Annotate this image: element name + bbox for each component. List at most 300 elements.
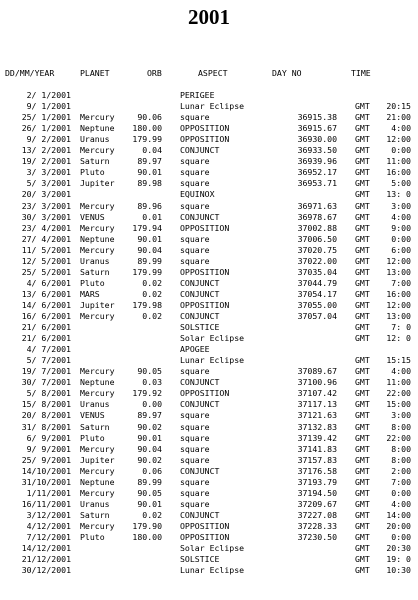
aspect-cell: OPPOSITION <box>180 123 230 134</box>
date-cell: 9/ 9/2001 <box>26 443 71 454</box>
table-row <box>0 344 418 355</box>
aspect-cell: square <box>180 156 210 167</box>
planet-cell: Mercury <box>80 465 115 476</box>
orb-cell: 89.99 <box>137 255 162 266</box>
orb-cell: 179.99 <box>132 266 162 277</box>
table-row <box>0 499 418 510</box>
planet-cell: Mercury <box>80 443 115 454</box>
date-cell: 19/ 2/2001 <box>21 156 71 167</box>
time-cell: 8:00 <box>391 443 411 454</box>
time-cell: 13:00 <box>386 266 411 277</box>
header-aspect: ASPECT <box>198 68 228 78</box>
gmt-cell: GMT <box>355 255 370 266</box>
aspect-cell: square <box>180 410 210 421</box>
time-cell: 4:00 <box>391 366 411 377</box>
orb-cell: 0.02 <box>142 277 162 288</box>
header-day-no: DAY NO <box>272 68 302 78</box>
planet-cell: Saturn <box>80 421 110 432</box>
time-cell: 8:00 <box>391 454 411 465</box>
time-cell: 0:00 <box>391 487 411 498</box>
date-cell: 13/ 2/2001 <box>21 145 71 156</box>
date-cell: 25/ 9/2001 <box>21 454 71 465</box>
gmt-cell: GMT <box>355 532 370 542</box>
date-cell: 12/ 5/2001 <box>21 255 71 266</box>
date-cell: 7/12/2001 <box>26 532 71 542</box>
table-row <box>0 422 418 433</box>
aspect-cell: OPPOSITION <box>180 388 230 399</box>
date-cell: 6/ 9/2001 <box>26 432 71 443</box>
table-row <box>0 455 418 466</box>
gmt-cell: GMT <box>355 244 370 255</box>
day-no-cell: 37228.33 <box>297 520 337 531</box>
orb-cell: 0.04 <box>142 145 162 156</box>
day-no-cell: 37044.79 <box>297 277 337 288</box>
day-no-cell: 37057.04 <box>297 311 337 321</box>
day-no-cell: 37194.50 <box>297 487 337 498</box>
orb-cell: 0.02 <box>142 311 162 321</box>
planet-cell: Mercury <box>80 520 115 531</box>
gmt-cell: GMT <box>355 167 370 178</box>
table-row <box>0 178 418 189</box>
planet-cell: Mercury <box>80 222 115 233</box>
planet-cell: Neptune <box>80 233 115 244</box>
planet-cell: MARS <box>80 288 100 299</box>
time-cell: 21:00 <box>386 112 411 123</box>
table-row <box>0 300 418 311</box>
aspect-cell: APOGEE <box>180 344 210 355</box>
aspect-cell: Lunar Eclipse <box>180 565 245 576</box>
date-cell: 14/ 6/2001 <box>21 299 71 310</box>
orb-cell: 89.97 <box>137 410 162 421</box>
aspect-cell: Solar Eclipse <box>180 543 245 554</box>
date-cell: 21/ 6/2001 <box>21 322 71 333</box>
day-no-cell: 36952.17 <box>297 167 337 178</box>
aspect-cell: square <box>180 432 210 443</box>
time-cell: 19: 0 <box>386 554 411 565</box>
date-cell: 26/ 1/2001 <box>21 123 71 134</box>
aspect-cell: OPPOSITION <box>180 266 230 277</box>
date-cell: 4/ 6/2001 <box>26 277 71 288</box>
date-cell: 4/ 7/2001 <box>26 344 71 355</box>
table-row <box>0 466 418 477</box>
table-row <box>0 410 418 421</box>
gmt-cell: GMT <box>355 112 370 123</box>
time-cell: 12:00 <box>386 299 411 310</box>
planet-cell: Saturn <box>80 266 110 277</box>
time-cell: 0:00 <box>391 233 411 244</box>
day-no-cell: 37132.83 <box>297 421 337 432</box>
time-cell: 9:00 <box>391 222 411 233</box>
day-no-cell: 37227.08 <box>297 509 337 520</box>
aspect-cell: square <box>180 112 210 123</box>
time-cell: 0:00 <box>391 532 411 542</box>
table-row <box>0 256 418 267</box>
aspect-cell: Solar Eclipse <box>180 333 245 344</box>
day-no-cell: 37054.17 <box>297 288 337 299</box>
time-cell: 7:00 <box>391 476 411 487</box>
aspect-cell: square <box>180 244 210 255</box>
time-cell: 15:15 <box>386 355 411 366</box>
table-row <box>0 189 418 200</box>
gmt-cell: GMT <box>355 156 370 167</box>
time-cell: 7:00 <box>391 277 411 288</box>
planet-cell: Jupiter <box>80 454 115 465</box>
table-row <box>0 278 418 289</box>
table-header <box>0 68 418 79</box>
planet-cell: Mercury <box>80 112 115 123</box>
aspect-cell: square <box>180 487 210 498</box>
planet-cell: Mercury <box>80 388 115 399</box>
gmt-cell: GMT <box>355 333 370 344</box>
gmt-cell: GMT <box>355 145 370 156</box>
planet-cell: Pluto <box>80 167 105 178</box>
table-row <box>0 167 418 178</box>
orb-cell: 89.97 <box>137 156 162 167</box>
day-no-cell: 36971.63 <box>297 200 337 211</box>
aspect-cell: square <box>180 200 210 211</box>
aspect-cell: square <box>180 255 210 266</box>
aspect-cell: square <box>180 476 210 487</box>
gmt-cell: GMT <box>355 101 370 112</box>
gmt-cell: GMT <box>355 123 370 134</box>
time-cell: 5:00 <box>391 178 411 189</box>
planet-cell: Pluto <box>80 432 105 443</box>
day-no-cell: 37002.88 <box>297 222 337 233</box>
header-time: TIME <box>351 68 371 78</box>
time-cell: 12:00 <box>386 255 411 266</box>
time-cell: 3:00 <box>391 200 411 211</box>
time-cell: 10:30 <box>386 565 411 576</box>
day-no-cell: 37035.04 <box>297 266 337 277</box>
date-cell: 9/ 1/2001 <box>26 101 71 112</box>
gmt-cell: GMT <box>355 465 370 476</box>
date-cell: 27/ 4/2001 <box>21 233 71 244</box>
table-row <box>0 112 418 123</box>
day-no-cell: 37100.96 <box>297 377 337 388</box>
aspect-cell: Lunar Eclipse <box>180 101 245 112</box>
planet-cell: Neptune <box>80 123 115 134</box>
date-cell: 9/ 2/2001 <box>26 134 71 145</box>
planet-cell: Jupiter <box>80 299 115 310</box>
orb-cell: 90.04 <box>137 443 162 454</box>
gmt-cell: GMT <box>355 443 370 454</box>
time-cell: 15:00 <box>386 399 411 410</box>
aspect-cell: square <box>180 178 210 189</box>
table-row <box>0 234 418 245</box>
orb-cell: 90.01 <box>137 432 162 443</box>
date-cell: 31/10/2001 <box>21 476 71 487</box>
date-cell: 20/ 3/2001 <box>21 189 71 200</box>
table-row <box>0 510 418 521</box>
table-row <box>0 532 418 543</box>
gmt-cell: GMT <box>355 266 370 277</box>
orb-cell: 0.00 <box>142 399 162 410</box>
date-cell: 21/ 6/2001 <box>21 333 71 344</box>
gmt-cell: GMT <box>355 134 370 145</box>
date-cell: 13/ 6/2001 <box>21 288 71 299</box>
planet-cell: Saturn <box>80 509 110 520</box>
day-no-cell: 37121.63 <box>297 410 337 421</box>
table-row <box>0 477 418 488</box>
orb-cell: 179.90 <box>132 520 162 531</box>
gmt-cell: GMT <box>355 388 370 399</box>
day-no-cell: 37193.79 <box>297 476 337 487</box>
time-cell: 2:00 <box>391 465 411 476</box>
day-no-cell: 37020.75 <box>297 244 337 255</box>
day-no-cell: 36953.71 <box>297 178 337 189</box>
table-row <box>0 212 418 223</box>
gmt-cell: GMT <box>355 277 370 288</box>
orb-cell: 90.01 <box>137 167 162 178</box>
day-no-cell: 36915.38 <box>297 112 337 123</box>
time-cell: 22:00 <box>386 432 411 443</box>
aspect-cell: SOLSTICE <box>180 322 220 333</box>
table-row <box>0 388 418 399</box>
planet-cell: VENUS <box>80 410 105 421</box>
planet-cell: Mercury <box>80 487 115 498</box>
day-no-cell: 37107.42 <box>297 388 337 399</box>
date-cell: 16/11/2001 <box>21 498 71 509</box>
orb-cell: 90.02 <box>137 454 162 465</box>
aspect-cell: square <box>180 167 210 178</box>
table-row <box>0 399 418 410</box>
time-cell: 4:00 <box>391 498 411 509</box>
gmt-cell: GMT <box>355 509 370 520</box>
orb-cell: 179.94 <box>132 222 162 233</box>
date-cell: 30/12/2001 <box>21 565 71 576</box>
day-no-cell: 37157.83 <box>297 454 337 465</box>
header-planet: PLANET <box>80 68 110 78</box>
gmt-cell: GMT <box>355 565 370 576</box>
aspect-cell: OPPOSITION <box>180 532 230 542</box>
date-cell: 4/12/2001 <box>26 520 71 531</box>
date-cell: 16/ 6/2001 <box>21 311 71 321</box>
orb-cell: 90.04 <box>137 244 162 255</box>
gmt-cell: GMT <box>355 377 370 388</box>
day-no-cell: 37209.67 <box>297 498 337 509</box>
date-cell: 14/12/2001 <box>21 543 71 554</box>
gmt-cell: GMT <box>355 399 370 410</box>
date-cell: 19/ 7/2001 <box>21 366 71 377</box>
day-no-cell: 37055.00 <box>297 299 337 310</box>
aspect-cell: CONJUNCT <box>180 509 220 520</box>
planet-cell: Pluto <box>80 277 105 288</box>
aspect-cell: square <box>180 233 210 244</box>
date-cell: 23/ 4/2001 <box>21 222 71 233</box>
date-cell: 20/ 8/2001 <box>21 410 71 421</box>
gmt-cell: GMT <box>355 322 370 333</box>
day-no-cell: 36930.00 <box>297 134 337 145</box>
aspect-cell: CONJUNCT <box>180 399 220 410</box>
time-cell: 16:00 <box>386 288 411 299</box>
header-orb: ORB <box>147 68 162 78</box>
day-no-cell: 37176.58 <box>297 465 337 476</box>
gmt-cell: GMT <box>355 520 370 531</box>
aspect-cell: CONJUNCT <box>180 211 220 222</box>
date-cell: 31/ 8/2001 <box>21 421 71 432</box>
planet-cell: VENUS <box>80 211 105 222</box>
gmt-cell: GMT <box>355 189 370 200</box>
date-cell: 3/ 3/2001 <box>26 167 71 178</box>
aspect-cell: OPPOSITION <box>180 222 230 233</box>
planet-cell: Pluto <box>80 532 105 542</box>
time-cell: 13: 0 <box>386 189 411 200</box>
time-cell: 11:00 <box>386 377 411 388</box>
header-date: DD/MM/YEAR <box>5 68 55 78</box>
orb-cell: 89.99 <box>137 476 162 487</box>
orb-cell: 179.99 <box>132 134 162 145</box>
day-no-cell: 36978.67 <box>297 211 337 222</box>
table-row <box>0 156 418 167</box>
table-row <box>0 267 418 278</box>
orb-cell: 90.02 <box>137 421 162 432</box>
date-cell: 30/ 3/2001 <box>21 211 71 222</box>
planet-cell: Mercury <box>80 244 115 255</box>
date-cell: 5/ 7/2001 <box>26 355 71 366</box>
gmt-cell: GMT <box>355 498 370 509</box>
orb-cell: 90.01 <box>137 233 162 244</box>
day-no-cell: 36915.67 <box>297 123 337 134</box>
orb-cell: 180.00 <box>132 532 162 542</box>
table-row <box>0 433 418 444</box>
table-row <box>0 554 418 565</box>
time-cell: 4:00 <box>391 211 411 222</box>
planet-cell: Neptune <box>80 476 115 487</box>
date-cell: 14/10/2001 <box>21 465 71 476</box>
day-no-cell: 37089.67 <box>297 366 337 377</box>
aspect-cell: CONJUNCT <box>180 311 220 321</box>
planet-cell: Uranus <box>80 498 110 509</box>
orb-cell: 90.01 <box>137 498 162 509</box>
table-row <box>0 521 418 532</box>
planet-cell: Mercury <box>80 145 115 156</box>
day-no-cell: 36933.50 <box>297 145 337 156</box>
date-cell: 21/12/2001 <box>21 554 71 565</box>
date-cell: 5/ 3/2001 <box>26 178 71 189</box>
aspect-cell: SOLSTICE <box>180 554 220 565</box>
time-cell: 20:30 <box>386 543 411 554</box>
gmt-cell: GMT <box>355 288 370 299</box>
time-cell: 13:00 <box>386 311 411 321</box>
aspect-cell: CONJUNCT <box>180 465 220 476</box>
time-cell: 0:00 <box>391 145 411 156</box>
orb-cell: 0.02 <box>142 288 162 299</box>
day-no-cell: 37006.50 <box>297 233 337 244</box>
day-no-cell: 37139.42 <box>297 432 337 443</box>
time-cell: 12: 0 <box>386 333 411 344</box>
aspect-cell: OPPOSITION <box>180 299 230 310</box>
table-row <box>0 355 418 366</box>
orb-cell: 90.05 <box>137 366 162 377</box>
table-row <box>0 366 418 377</box>
date-cell: 3/12/2001 <box>26 509 71 520</box>
table-row <box>0 543 418 554</box>
gmt-cell: GMT <box>355 543 370 554</box>
gmt-cell: GMT <box>355 432 370 443</box>
date-cell: 1/11/2001 <box>26 487 71 498</box>
date-cell: 30/ 7/2001 <box>21 377 71 388</box>
gmt-cell: GMT <box>355 178 370 189</box>
table-row <box>0 565 418 576</box>
orb-cell: 179.98 <box>132 299 162 310</box>
time-cell: 22:00 <box>386 388 411 399</box>
table-row <box>0 145 418 156</box>
gmt-cell: GMT <box>355 311 370 321</box>
planet-cell: Saturn <box>80 156 110 167</box>
date-cell: 11/ 5/2001 <box>21 244 71 255</box>
date-cell: 2/ 1/2001 <box>26 90 71 100</box>
table-row <box>0 311 418 322</box>
time-cell: 6:00 <box>391 244 411 255</box>
day-no-cell: 37141.83 <box>297 443 337 454</box>
table-row <box>0 101 418 112</box>
orb-cell: 90.05 <box>137 487 162 498</box>
day-no-cell: 37117.13 <box>297 399 337 410</box>
orb-cell: 180.00 <box>132 123 162 134</box>
planet-cell: Mercury <box>80 200 115 211</box>
time-cell: 20:00 <box>386 520 411 531</box>
orb-cell: 89.96 <box>137 200 162 211</box>
time-cell: 16:00 <box>386 167 411 178</box>
orb-cell: 90.06 <box>137 112 162 123</box>
orb-cell: 179.92 <box>132 388 162 399</box>
gmt-cell: GMT <box>355 299 370 310</box>
aspect-cell: square <box>180 443 210 454</box>
table-row <box>0 333 418 344</box>
table-row <box>0 223 418 234</box>
aspect-cell: OPPOSITION <box>180 134 230 145</box>
gmt-cell: GMT <box>355 200 370 211</box>
gmt-cell: GMT <box>355 222 370 233</box>
orb-cell: 0.01 <box>142 211 162 222</box>
gmt-cell: GMT <box>355 421 370 432</box>
planet-cell: Uranus <box>80 255 110 266</box>
aspect-cell: EQUINOX <box>180 189 215 200</box>
time-cell: 3:00 <box>391 410 411 421</box>
table-row <box>0 201 418 212</box>
table-row <box>0 90 418 101</box>
table-row <box>0 488 418 499</box>
date-cell: 5/ 8/2001 <box>26 388 71 399</box>
aspect-cell: square <box>180 498 210 509</box>
aspect-cell: PERIGEE <box>180 90 215 100</box>
date-cell: 25/ 1/2001 <box>21 112 71 123</box>
day-no-cell: 36939.96 <box>297 156 337 167</box>
gmt-cell: GMT <box>355 233 370 244</box>
planet-cell: Uranus <box>80 399 110 410</box>
time-cell: 20:15 <box>386 101 411 112</box>
gmt-cell: GMT <box>355 211 370 222</box>
gmt-cell: GMT <box>355 454 370 465</box>
day-no-cell: 37022.00 <box>297 255 337 266</box>
planet-cell: Neptune <box>80 377 115 388</box>
orb-cell: 0.02 <box>142 509 162 520</box>
planet-cell: Mercury <box>80 311 115 321</box>
gmt-cell: GMT <box>355 476 370 487</box>
time-cell: 7: 0 <box>391 322 411 333</box>
planet-cell: Jupiter <box>80 178 115 189</box>
gmt-cell: GMT <box>355 366 370 377</box>
table-row <box>0 245 418 256</box>
aspect-cell: square <box>180 454 210 465</box>
aspect-cell: CONJUNCT <box>180 288 220 299</box>
orb-cell: 89.98 <box>137 178 162 189</box>
aspect-cell: CONJUNCT <box>180 145 220 156</box>
table-row <box>0 123 418 134</box>
planet-cell: Uranus <box>80 134 110 145</box>
aspect-cell: square <box>180 421 210 432</box>
date-cell: 25/ 5/2001 <box>21 266 71 277</box>
